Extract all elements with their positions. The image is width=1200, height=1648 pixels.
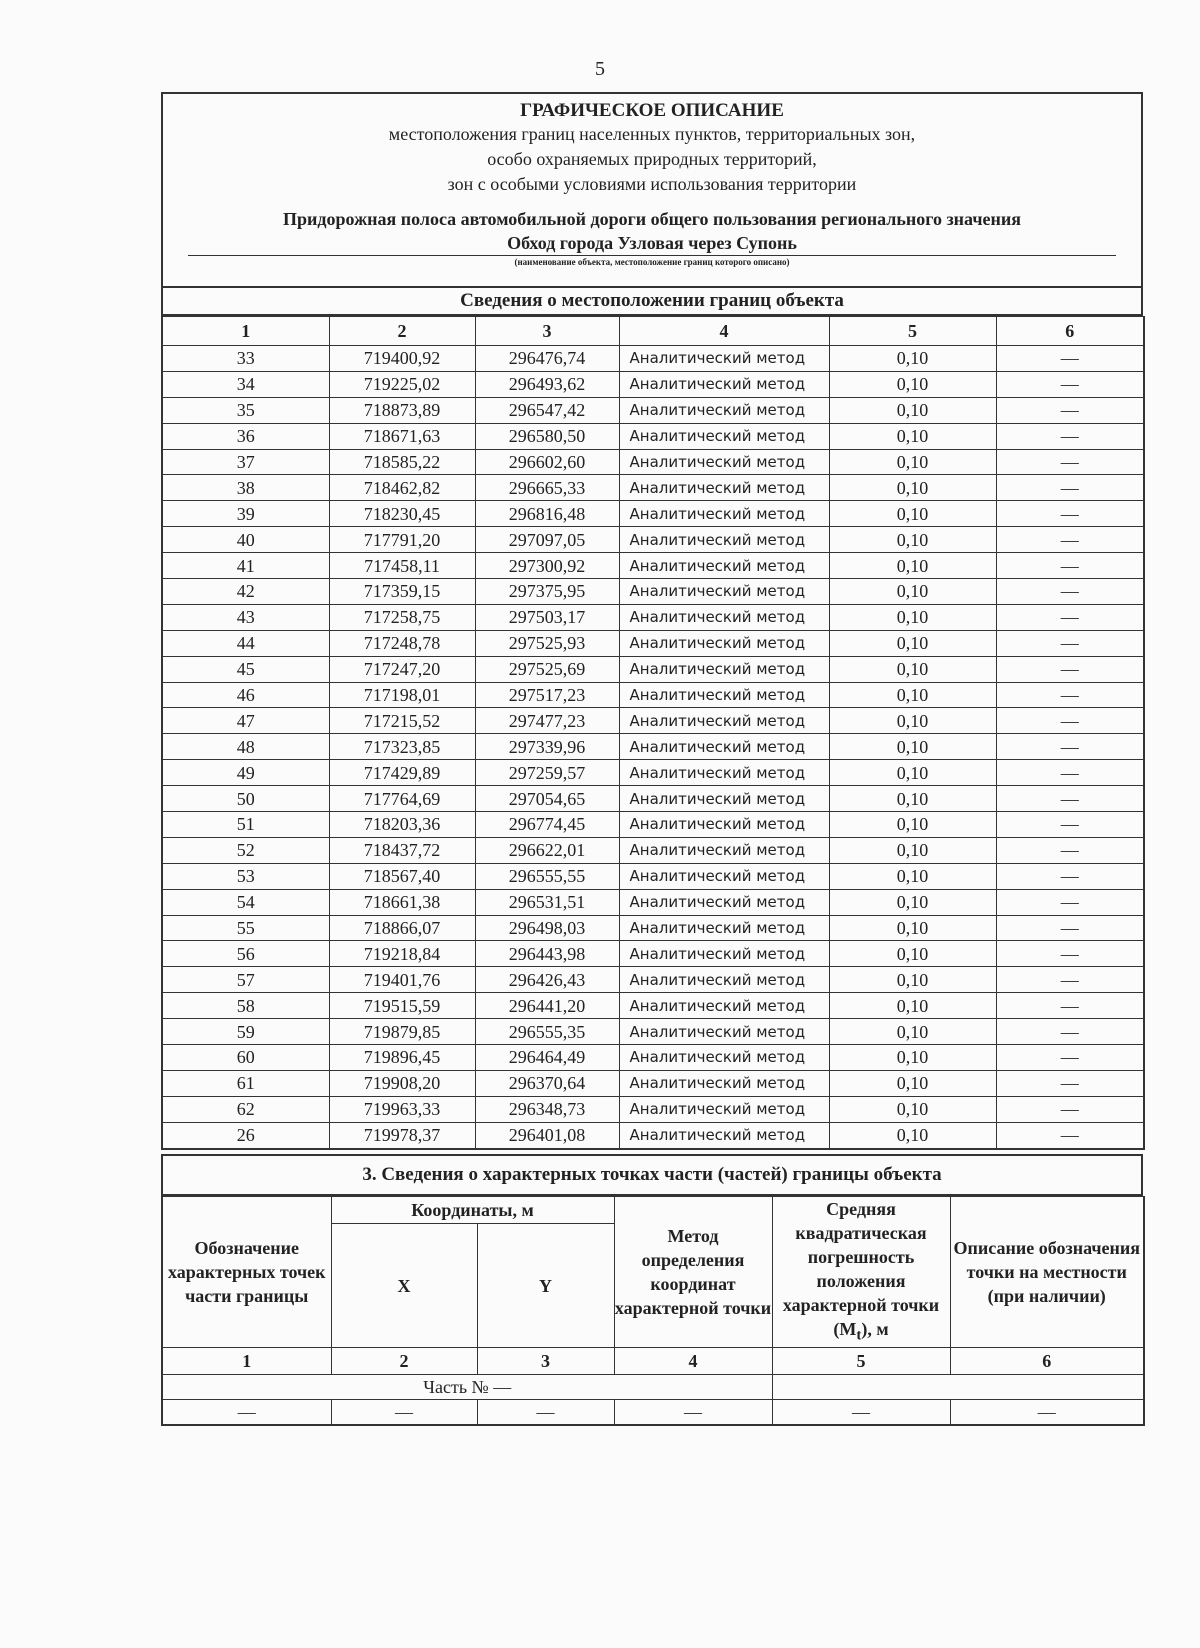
coord-y-cell: 297259,57	[475, 760, 619, 786]
method-cell: Аналитический метод	[619, 371, 829, 397]
description-cell: —	[996, 346, 1144, 372]
table-row	[162, 837, 1144, 863]
point-id-cell: 37	[162, 449, 329, 475]
error-cell: 0,10	[829, 941, 996, 967]
description-cell: —	[996, 1096, 1144, 1122]
coord-x-cell: 719879,85	[329, 1019, 475, 1045]
coord-y-cell: 296580,50	[475, 423, 619, 449]
description-cell: —	[996, 579, 1144, 605]
coord-x-cell: 718437,72	[329, 837, 475, 863]
description-cell: —	[996, 604, 1144, 630]
coord-x-cell: 719401,76	[329, 967, 475, 993]
error-cell: 0,10	[829, 993, 996, 1019]
method-cell: Аналитический метод	[619, 423, 829, 449]
col-x-header: X	[331, 1223, 477, 1347]
coord-x-cell: 717458,11	[329, 553, 475, 579]
error-cell: 0,10	[829, 863, 996, 889]
point-id-cell: 54	[162, 889, 329, 915]
error-cell: 0,10	[829, 579, 996, 605]
table-row	[162, 967, 1144, 993]
table-row	[162, 604, 1144, 630]
error-cell: 0,10	[829, 397, 996, 423]
method-cell: Аналитический метод	[619, 1045, 829, 1071]
method-cell: Аналитический метод	[619, 346, 829, 372]
point-id-cell: 46	[162, 682, 329, 708]
error-cell: 0,10	[829, 604, 996, 630]
error-cell: 0,10	[829, 423, 996, 449]
error-cell: 0,10	[829, 812, 996, 838]
point-id-cell: 60	[162, 1045, 329, 1071]
error-cell: 0,10	[829, 1096, 996, 1122]
description-cell: —	[996, 760, 1144, 786]
error-cell: 0,10	[829, 967, 996, 993]
point-id-cell: 45	[162, 656, 329, 682]
point-id-cell: 36	[162, 423, 329, 449]
error-cell: 0,10	[829, 371, 996, 397]
description-cell: —	[996, 837, 1144, 863]
method-cell: Аналитический метод	[619, 708, 829, 734]
point-id-cell: 34	[162, 371, 329, 397]
coord-x-cell: 717429,89	[329, 760, 475, 786]
table-row	[162, 553, 1144, 579]
subtitle-line-1: местоположения границ населенных пунктов, территориальных зон,	[388, 124, 916, 144]
method-cell: Аналитический метод	[619, 1122, 829, 1148]
column-number: 3	[475, 317, 619, 346]
object-name-line-1: Придорожная полоса автомобильной дороги общего пользования регионального значения	[283, 209, 1021, 229]
error-cell: 0,10	[829, 501, 996, 527]
error-cell: 0,10	[829, 346, 996, 372]
subtitle-line-2: особо охраняемых природных территорий,	[487, 149, 817, 169]
coord-x-cell: 718671,63	[329, 423, 475, 449]
coord-x-cell: 718567,40	[329, 863, 475, 889]
table-row	[162, 889, 1144, 915]
table-row	[162, 993, 1144, 1019]
coord-x-cell: 718462,82	[329, 475, 475, 501]
coord-y-cell: 296498,03	[475, 915, 619, 941]
description-cell: —	[996, 915, 1144, 941]
col-number: 5	[772, 1348, 950, 1375]
point-id-cell: 56	[162, 941, 329, 967]
coord-x-cell: 717248,78	[329, 630, 475, 656]
coord-y-cell: 296622,01	[475, 837, 619, 863]
error-cell: 0,10	[829, 1019, 996, 1045]
column-number: 5	[829, 317, 996, 346]
column-number: 6	[996, 317, 1144, 346]
part-label-empty	[772, 1375, 1144, 1400]
section-title: Сведения о местоположении границ объекта	[163, 286, 1141, 314]
coord-x-cell: 719515,59	[329, 993, 475, 1019]
coord-x-cell: 718585,22	[329, 449, 475, 475]
error-cell: 0,10	[829, 760, 996, 786]
col-coords-header: Координаты, м	[331, 1196, 614, 1223]
table-row	[162, 1096, 1144, 1122]
coord-x-cell: 718203,36	[329, 812, 475, 838]
point-id-cell: 52	[162, 837, 329, 863]
description-cell: —	[996, 1019, 1144, 1045]
point-id-cell: 59	[162, 1019, 329, 1045]
description-cell: —	[996, 475, 1144, 501]
coord-x-cell: 717247,20	[329, 656, 475, 682]
point-id-cell: 50	[162, 786, 329, 812]
coord-y-cell: 297097,05	[475, 527, 619, 553]
coord-x-cell: 717764,69	[329, 786, 475, 812]
error-cell: 0,10	[829, 915, 996, 941]
part-label: Часть № —	[162, 1375, 772, 1400]
error-cell: 0,10	[829, 449, 996, 475]
method-cell: Аналитический метод	[619, 915, 829, 941]
point-id-cell: 47	[162, 708, 329, 734]
document-frame	[161, 92, 1143, 1426]
point-id-cell: 55	[162, 915, 329, 941]
description-cell: —	[996, 967, 1144, 993]
description-cell: —	[996, 708, 1144, 734]
method-cell: Аналитический метод	[619, 397, 829, 423]
method-cell: Аналитический метод	[619, 449, 829, 475]
table-row	[162, 501, 1144, 527]
method-cell: Аналитический метод	[619, 527, 829, 553]
table-row	[162, 1045, 1144, 1071]
coord-x-cell: 719400,92	[329, 346, 475, 372]
method-cell: Аналитический метод	[619, 837, 829, 863]
coord-x-cell: 717258,75	[329, 604, 475, 630]
method-cell: Аналитический метод	[619, 656, 829, 682]
coord-x-cell: 719978,37	[329, 1122, 475, 1148]
table-row	[162, 371, 1144, 397]
coord-y-cell: 296602,60	[475, 449, 619, 475]
col-error-main: Средняя квадратическая погрешность положения характерной точки (M	[782, 1198, 940, 1339]
coord-y-cell: 296370,64	[475, 1070, 619, 1096]
empty-cell: —	[331, 1400, 477, 1426]
point-id-cell: 49	[162, 760, 329, 786]
method-cell: Аналитический метод	[619, 1070, 829, 1096]
coord-y-cell: 297503,17	[475, 604, 619, 630]
coord-x-cell: 718230,45	[329, 501, 475, 527]
table-row	[162, 449, 1144, 475]
method-cell: Аналитический метод	[619, 760, 829, 786]
table-row	[162, 812, 1144, 838]
error-cell: 0,10	[829, 837, 996, 863]
coord-y-cell: 297375,95	[475, 579, 619, 605]
point-id-cell: 61	[162, 1070, 329, 1096]
coord-x-cell: 717323,85	[329, 734, 475, 760]
coord-x-cell: 717359,15	[329, 579, 475, 605]
coord-y-cell: 296348,73	[475, 1096, 619, 1122]
coord-y-cell: 296531,51	[475, 889, 619, 915]
point-id-cell: 33	[162, 346, 329, 372]
col-error-sub: t	[856, 1327, 862, 1344]
coord-x-cell: 719963,33	[329, 1096, 475, 1122]
point-id-cell: 26	[162, 1122, 329, 1148]
method-cell: Аналитический метод	[619, 501, 829, 527]
error-cell: 0,10	[829, 1045, 996, 1071]
method-cell: Аналитический метод	[619, 993, 829, 1019]
col-number: 2	[331, 1348, 477, 1375]
description-cell: —	[996, 527, 1144, 553]
error-cell: 0,10	[829, 553, 996, 579]
method-cell: Аналитический метод	[619, 889, 829, 915]
col-description-header: Описание обозначения точки на местности (при наличии)	[950, 1196, 1144, 1348]
empty-cell: —	[477, 1400, 614, 1426]
page-number: 5	[595, 58, 605, 80]
table-row	[162, 423, 1144, 449]
table-row	[162, 734, 1144, 760]
point-id-cell: 48	[162, 734, 329, 760]
point-id-cell: 40	[162, 527, 329, 553]
coord-y-cell: 297054,65	[475, 786, 619, 812]
description-cell: —	[996, 941, 1144, 967]
coord-x-cell: 719908,20	[329, 1070, 475, 1096]
description-cell: —	[996, 1070, 1144, 1096]
method-cell: Аналитический метод	[619, 812, 829, 838]
table-row	[162, 760, 1144, 786]
header-box	[161, 92, 1143, 316]
coord-y-cell: 296464,49	[475, 1045, 619, 1071]
col-number: 3	[477, 1348, 614, 1375]
empty-cell: —	[614, 1400, 772, 1426]
coord-y-cell: 296401,08	[475, 1122, 619, 1148]
coord-y-cell: 297525,69	[475, 656, 619, 682]
description-cell: —	[996, 630, 1144, 656]
coord-y-cell: 297525,93	[475, 630, 619, 656]
method-cell: Аналитический метод	[619, 1019, 829, 1045]
error-cell: 0,10	[829, 1070, 996, 1096]
description-cell: —	[996, 734, 1144, 760]
description-cell: —	[996, 501, 1144, 527]
error-cell: 0,10	[829, 786, 996, 812]
table-row	[162, 1019, 1144, 1045]
coord-x-cell: 719225,02	[329, 371, 475, 397]
point-id-cell: 42	[162, 579, 329, 605]
error-cell: 0,10	[829, 527, 996, 553]
col-error-header	[772, 1196, 950, 1348]
description-cell: —	[996, 553, 1144, 579]
empty-cell: —	[950, 1400, 1144, 1426]
object-name-line-2: Обход города Узловая через Супонь	[507, 233, 797, 253]
col-number: 1	[162, 1348, 331, 1375]
coord-y-cell: 297339,96	[475, 734, 619, 760]
part-points-table	[161, 1196, 1145, 1427]
table-row	[162, 1070, 1144, 1096]
col-number: 4	[614, 1348, 772, 1375]
table-row	[162, 630, 1144, 656]
description-cell: —	[996, 786, 1144, 812]
point-id-cell: 53	[162, 863, 329, 889]
table-row	[162, 346, 1144, 372]
coord-y-cell: 296493,62	[475, 371, 619, 397]
coord-x-cell: 718873,89	[329, 397, 475, 423]
point-id-cell: 35	[162, 397, 329, 423]
method-cell: Аналитический метод	[619, 786, 829, 812]
table-row	[162, 941, 1144, 967]
description-cell: —	[996, 812, 1144, 838]
method-cell: Аналитический метод	[619, 630, 829, 656]
description-cell: —	[996, 397, 1144, 423]
method-cell: Аналитический метод	[619, 967, 829, 993]
error-cell: 0,10	[829, 656, 996, 682]
description-cell: —	[996, 1122, 1144, 1148]
table-row	[162, 656, 1144, 682]
description-cell: —	[996, 993, 1144, 1019]
coord-y-cell: 297300,92	[475, 553, 619, 579]
description-cell: —	[996, 656, 1144, 682]
empty-cell: —	[772, 1400, 950, 1426]
point-id-cell: 44	[162, 630, 329, 656]
coord-y-cell: 296547,42	[475, 397, 619, 423]
coord-x-cell: 719896,45	[329, 1045, 475, 1071]
coord-y-cell: 296774,45	[475, 812, 619, 838]
coord-y-cell: 297477,23	[475, 708, 619, 734]
error-cell: 0,10	[829, 682, 996, 708]
boundary-points-table	[161, 316, 1145, 1150]
column-number: 1	[162, 317, 329, 346]
description-cell: —	[996, 423, 1144, 449]
description-cell: —	[996, 449, 1144, 475]
coord-y-cell: 297517,23	[475, 682, 619, 708]
point-id-cell: 41	[162, 553, 329, 579]
col-y-header: Y	[477, 1223, 614, 1347]
table-row	[162, 527, 1144, 553]
coord-y-cell: 296476,74	[475, 346, 619, 372]
coord-x-cell: 719218,84	[329, 941, 475, 967]
method-cell: Аналитический метод	[619, 475, 829, 501]
coord-x-cell: 718661,38	[329, 889, 475, 915]
coord-y-cell: 296555,55	[475, 863, 619, 889]
point-id-cell: 39	[162, 501, 329, 527]
table-row	[162, 579, 1144, 605]
method-cell: Аналитический метод	[619, 863, 829, 889]
error-cell: 0,10	[829, 708, 996, 734]
table-row	[162, 863, 1144, 889]
coord-y-cell: 296816,48	[475, 501, 619, 527]
empty-cell: —	[162, 1400, 331, 1426]
table-row	[162, 397, 1144, 423]
method-cell: Аналитический метод	[619, 553, 829, 579]
point-id-cell: 58	[162, 993, 329, 1019]
point-id-cell: 62	[162, 1096, 329, 1122]
document-title: ГРАФИЧЕСКОЕ ОПИСАНИЕ	[520, 100, 784, 121]
point-id-cell: 51	[162, 812, 329, 838]
coord-y-cell: 296443,98	[475, 941, 619, 967]
column-number: 2	[329, 317, 475, 346]
coord-y-cell: 296441,20	[475, 993, 619, 1019]
column-number: 4	[619, 317, 829, 346]
col-designation-header: Обозначение характерных точек части границы	[162, 1196, 331, 1348]
table-row	[162, 475, 1144, 501]
column-number-row	[162, 317, 1144, 346]
coord-x-cell: 717791,20	[329, 527, 475, 553]
method-cell: Аналитический метод	[619, 579, 829, 605]
table-row	[162, 708, 1144, 734]
error-cell: 0,10	[829, 630, 996, 656]
description-cell: —	[996, 1045, 1144, 1071]
point-id-cell: 57	[162, 967, 329, 993]
section-3-title: 3. Сведения о характерных точках части (частей) границы объекта	[161, 1154, 1143, 1196]
error-cell: 0,10	[829, 889, 996, 915]
method-cell: Аналитический метод	[619, 682, 829, 708]
table-row	[162, 1122, 1144, 1148]
object-underline	[188, 255, 1116, 256]
coord-x-cell: 717215,52	[329, 708, 475, 734]
description-cell: —	[996, 371, 1144, 397]
method-cell: Аналитический метод	[619, 1096, 829, 1122]
description-cell: —	[996, 863, 1144, 889]
col-error-end: ), м	[861, 1318, 889, 1339]
point-id-cell: 43	[162, 604, 329, 630]
coord-y-cell: 296665,33	[475, 475, 619, 501]
method-cell: Аналитический метод	[619, 604, 829, 630]
coord-y-cell: 296555,35	[475, 1019, 619, 1045]
coord-x-cell: 717198,01	[329, 682, 475, 708]
subtitle-line-3: зон с особыми условиями использования территории	[447, 174, 857, 194]
point-id-cell: 38	[162, 475, 329, 501]
col-method-header: Метод определения координат характерной точки	[614, 1196, 772, 1348]
table-row	[162, 682, 1144, 708]
error-cell: 0,10	[829, 734, 996, 760]
col-number: 6	[950, 1348, 1144, 1375]
coord-x-cell: 718866,07	[329, 915, 475, 941]
coord-y-cell: 296426,43	[475, 967, 619, 993]
error-cell: 0,10	[829, 475, 996, 501]
table-row	[162, 786, 1144, 812]
table-row	[162, 915, 1144, 941]
description-cell: —	[996, 682, 1144, 708]
error-cell: 0,10	[829, 1122, 996, 1148]
object-caption: (наименование объекта, местоположение границ которого описано)	[514, 257, 790, 267]
method-cell: Аналитический метод	[619, 941, 829, 967]
method-cell: Аналитический метод	[619, 734, 829, 760]
description-cell: —	[996, 889, 1144, 915]
